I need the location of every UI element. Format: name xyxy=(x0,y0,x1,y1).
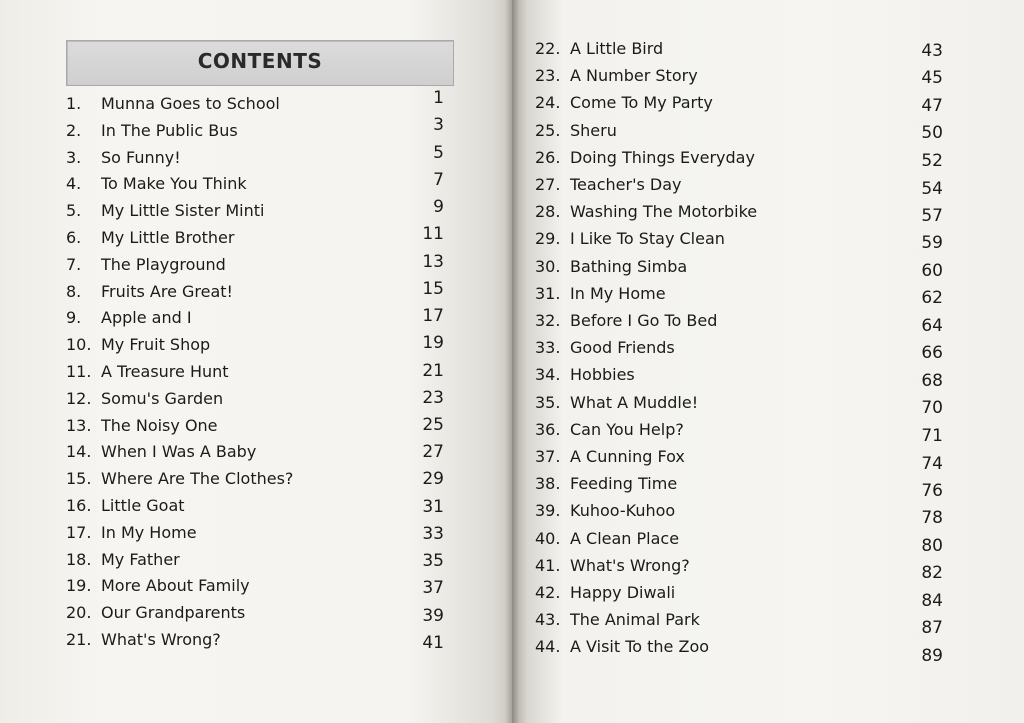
entry-number: 33. xyxy=(535,338,561,358)
contents-heading: CONTENTS xyxy=(197,49,323,73)
entry-title: A Clean Place xyxy=(570,528,680,548)
contents-banner xyxy=(66,40,454,86)
entry-title: A Little Bird xyxy=(570,39,664,58)
entry-page-number: 87 xyxy=(921,618,943,639)
entry-number: 14. xyxy=(66,442,92,462)
entry-title: Feeding Time xyxy=(570,474,678,494)
entry-title: In My Home xyxy=(570,283,666,303)
toc-entry xyxy=(66,332,444,358)
entry-title: Apple and I xyxy=(101,308,192,328)
entry-page-number: 70 xyxy=(921,398,943,419)
entry-number: 17. xyxy=(66,522,92,542)
entry-number: 2. xyxy=(66,120,82,140)
entry-number: 6. xyxy=(66,228,82,247)
entry-title: My Little Brother xyxy=(101,228,235,247)
toc-entry xyxy=(535,417,943,446)
entry-title: What's Wrong? xyxy=(101,630,221,649)
entry-number: 42. xyxy=(535,583,561,602)
toc-entry xyxy=(535,145,943,171)
entry-number: 38. xyxy=(535,474,561,494)
toc-entry xyxy=(535,580,943,611)
entry-page-number: 41 xyxy=(422,633,444,653)
entry-title: The Noisy One xyxy=(101,415,218,435)
toc-entry xyxy=(535,444,943,474)
toc-entry xyxy=(66,171,444,197)
toc-entry xyxy=(66,493,444,519)
entry-number: 36. xyxy=(535,419,561,439)
entry-number: 28. xyxy=(535,202,561,222)
entry-page-number: 7 xyxy=(433,169,444,190)
entry-title: Little Goat xyxy=(101,496,185,515)
entry-title: Doing Things Everyday xyxy=(570,147,755,167)
entry-page-number: 52 xyxy=(921,150,943,171)
toc-entry xyxy=(535,36,943,62)
entry-title: Before I Go To Bed xyxy=(570,311,718,330)
entry-number: 15. xyxy=(66,469,92,489)
toc-entry xyxy=(535,118,943,144)
entry-title: When I Was A Baby xyxy=(101,442,257,462)
toc-entry xyxy=(535,634,943,666)
entry-page-number: 50 xyxy=(921,123,943,144)
entry-page-number: 62 xyxy=(921,288,943,309)
toc-entry xyxy=(535,498,943,529)
entry-number: 29. xyxy=(535,229,561,249)
toc-entry xyxy=(66,279,444,305)
entry-page-number: 27 xyxy=(422,442,444,463)
entry-page-number: 68 xyxy=(921,370,943,391)
entry-title: Sheru xyxy=(570,120,617,140)
toc-entry xyxy=(66,359,444,385)
entry-page-number: 74 xyxy=(921,453,943,474)
entry-page-number: 89 xyxy=(921,645,943,666)
entry-number: 44. xyxy=(535,637,561,657)
entry-number: 16. xyxy=(66,496,92,515)
entry-page-number: 43 xyxy=(921,41,943,61)
entry-page-number: 71 xyxy=(921,425,943,446)
entry-number: 34. xyxy=(535,365,561,385)
toc-entry xyxy=(66,413,444,439)
entry-number: 5. xyxy=(66,201,82,221)
entry-page-number: 64 xyxy=(921,316,943,336)
toc-entry xyxy=(66,547,444,573)
entry-title: The Playground xyxy=(101,254,226,274)
entry-number: 13. xyxy=(66,415,92,435)
toc-entry xyxy=(66,520,444,546)
entry-number: 25. xyxy=(535,120,561,140)
entry-number: 9. xyxy=(66,308,82,328)
entry-page-number: 3 xyxy=(433,115,444,136)
entry-number: 12. xyxy=(66,388,92,408)
entry-number: 4. xyxy=(66,174,82,194)
toc-entry xyxy=(535,308,943,334)
entry-number: 20. xyxy=(66,603,92,623)
entry-title: Our Grandparents xyxy=(101,603,246,623)
entry-number: 24. xyxy=(535,93,561,113)
entry-title: My Little Sister Minti xyxy=(101,201,265,221)
toc-entry xyxy=(535,607,943,639)
entry-number: 18. xyxy=(66,549,92,569)
entry-page-number: 33 xyxy=(422,523,444,544)
toc-entry xyxy=(535,471,943,501)
entry-title: My Fruit Shop xyxy=(101,335,211,355)
entry-number: 39. xyxy=(535,501,561,521)
entry-number: 35. xyxy=(535,392,561,412)
entry-title: Hobbies xyxy=(570,365,635,385)
entry-number: 11. xyxy=(66,362,92,381)
toc-entry xyxy=(535,335,943,364)
entry-number: 30. xyxy=(535,256,561,276)
toc-entry xyxy=(66,600,444,626)
toc-entry xyxy=(535,390,943,419)
toc-entry xyxy=(535,172,943,198)
toc-entry xyxy=(66,115,444,144)
entry-title: Somu's Garden xyxy=(101,388,224,408)
entry-number: 40. xyxy=(535,528,561,548)
toc-entry xyxy=(535,254,943,280)
toc-entry xyxy=(66,466,444,492)
toc-entry xyxy=(66,386,444,412)
entry-page-number: 13 xyxy=(422,251,444,272)
entry-number: 19. xyxy=(66,576,92,596)
entry-title: I Like To Stay Clean xyxy=(570,229,725,249)
entry-page-number: 31 xyxy=(422,496,444,517)
entry-number: 7. xyxy=(66,254,82,274)
entry-number: 32. xyxy=(535,311,561,330)
entry-title: Kuhoo-Kuhoo xyxy=(570,501,676,521)
entry-page-number: 60 xyxy=(921,260,943,281)
entry-page-number: 59 xyxy=(921,233,943,254)
entry-page-number: 11 xyxy=(422,224,444,245)
toc-entry xyxy=(66,439,444,465)
entry-title: My Father xyxy=(101,549,180,569)
entry-title: To Make You Think xyxy=(101,174,247,194)
entry-page-number: 25 xyxy=(422,415,444,435)
entry-page-number: 21 xyxy=(422,360,444,381)
entry-page-number: 15 xyxy=(422,278,444,299)
toc-entry xyxy=(535,362,943,391)
entry-number: 21. xyxy=(66,630,92,649)
entry-page-number: 39 xyxy=(422,605,444,626)
toc-entry xyxy=(66,573,444,599)
entry-title: Can You Help? xyxy=(570,419,684,439)
toc-entry xyxy=(535,526,943,556)
entry-page-number: 5 xyxy=(433,142,444,163)
entry-title: What's Wrong? xyxy=(570,555,690,575)
toc-entry xyxy=(66,142,444,171)
book-gutter xyxy=(505,0,519,723)
entry-title: The Animal Park xyxy=(570,610,700,630)
toc-entry xyxy=(535,90,943,116)
entry-page-number: 37 xyxy=(422,578,444,599)
right-page xyxy=(512,0,1024,723)
entry-number: 26. xyxy=(535,147,561,167)
entry-page-number: 29 xyxy=(422,469,444,490)
entry-title: Bathing Simba xyxy=(570,256,688,276)
entry-number: 31. xyxy=(535,283,561,303)
toc-entry xyxy=(66,252,444,278)
toc-entry xyxy=(66,627,444,653)
entry-number: 22. xyxy=(535,39,561,58)
entry-number: 27. xyxy=(535,175,561,194)
entry-page-number: 23 xyxy=(422,387,444,408)
entry-page-number: 84 xyxy=(921,591,943,611)
entry-page-number: 54 xyxy=(921,178,943,199)
entry-title: Where Are The Clothes? xyxy=(101,469,294,489)
toc-entry xyxy=(66,305,444,331)
toc-entry xyxy=(535,281,943,307)
entry-title: A Cunning Fox xyxy=(570,447,685,466)
entry-page-number: 47 xyxy=(921,95,943,116)
toc-entry xyxy=(535,553,943,584)
entry-page-number: 78 xyxy=(921,508,943,529)
entry-title: More About Family xyxy=(101,576,250,596)
toc-entry xyxy=(535,226,943,252)
entry-page-number: 82 xyxy=(921,563,943,584)
entry-title: Come To My Party xyxy=(570,93,713,113)
entry-page-number: 57 xyxy=(921,205,943,226)
entry-title: A Number Story xyxy=(570,66,698,86)
entry-number: 37. xyxy=(535,447,561,466)
entry-number: 8. xyxy=(66,281,82,301)
entry-page-number: 45 xyxy=(921,68,943,89)
entry-page-number: 76 xyxy=(921,480,943,501)
toc-entry xyxy=(66,88,444,117)
entry-title: So Funny! xyxy=(101,147,181,167)
entry-title: Washing The Motorbike xyxy=(570,202,758,222)
entry-page-number: 35 xyxy=(422,551,444,572)
entry-page-number: 1 xyxy=(433,88,444,108)
entry-title: In The Public Bus xyxy=(101,120,238,140)
entry-title: A Visit To the Zoo xyxy=(570,637,710,657)
entry-number: 3. xyxy=(66,147,82,167)
entry-number: 41. xyxy=(535,555,561,575)
entry-number: 43. xyxy=(535,610,561,630)
entry-title: Teacher's Day xyxy=(570,175,682,194)
toc-entry xyxy=(66,225,444,251)
toc-entry xyxy=(535,199,943,225)
entry-title: What A Muddle! xyxy=(570,392,699,412)
toc-entry xyxy=(535,63,943,89)
entry-page-number: 9 xyxy=(433,197,444,217)
entry-number: 23. xyxy=(535,66,561,86)
entry-title: Happy Diwali xyxy=(570,583,676,602)
entry-title: Good Friends xyxy=(570,338,675,358)
entry-page-number: 19 xyxy=(422,333,444,354)
entry-page-number: 80 xyxy=(921,535,943,556)
entry-page-number: 66 xyxy=(921,343,943,364)
entry-title: Munna Goes to School xyxy=(101,94,280,113)
entry-title: In My Home xyxy=(101,522,197,542)
entry-title: Fruits Are Great! xyxy=(101,281,233,301)
entry-number: 10. xyxy=(66,335,92,355)
entry-title: A Treasure Hunt xyxy=(101,362,229,381)
entry-number: 1. xyxy=(66,94,82,113)
toc-entry xyxy=(66,198,444,224)
entry-page-number: 17 xyxy=(422,306,444,326)
